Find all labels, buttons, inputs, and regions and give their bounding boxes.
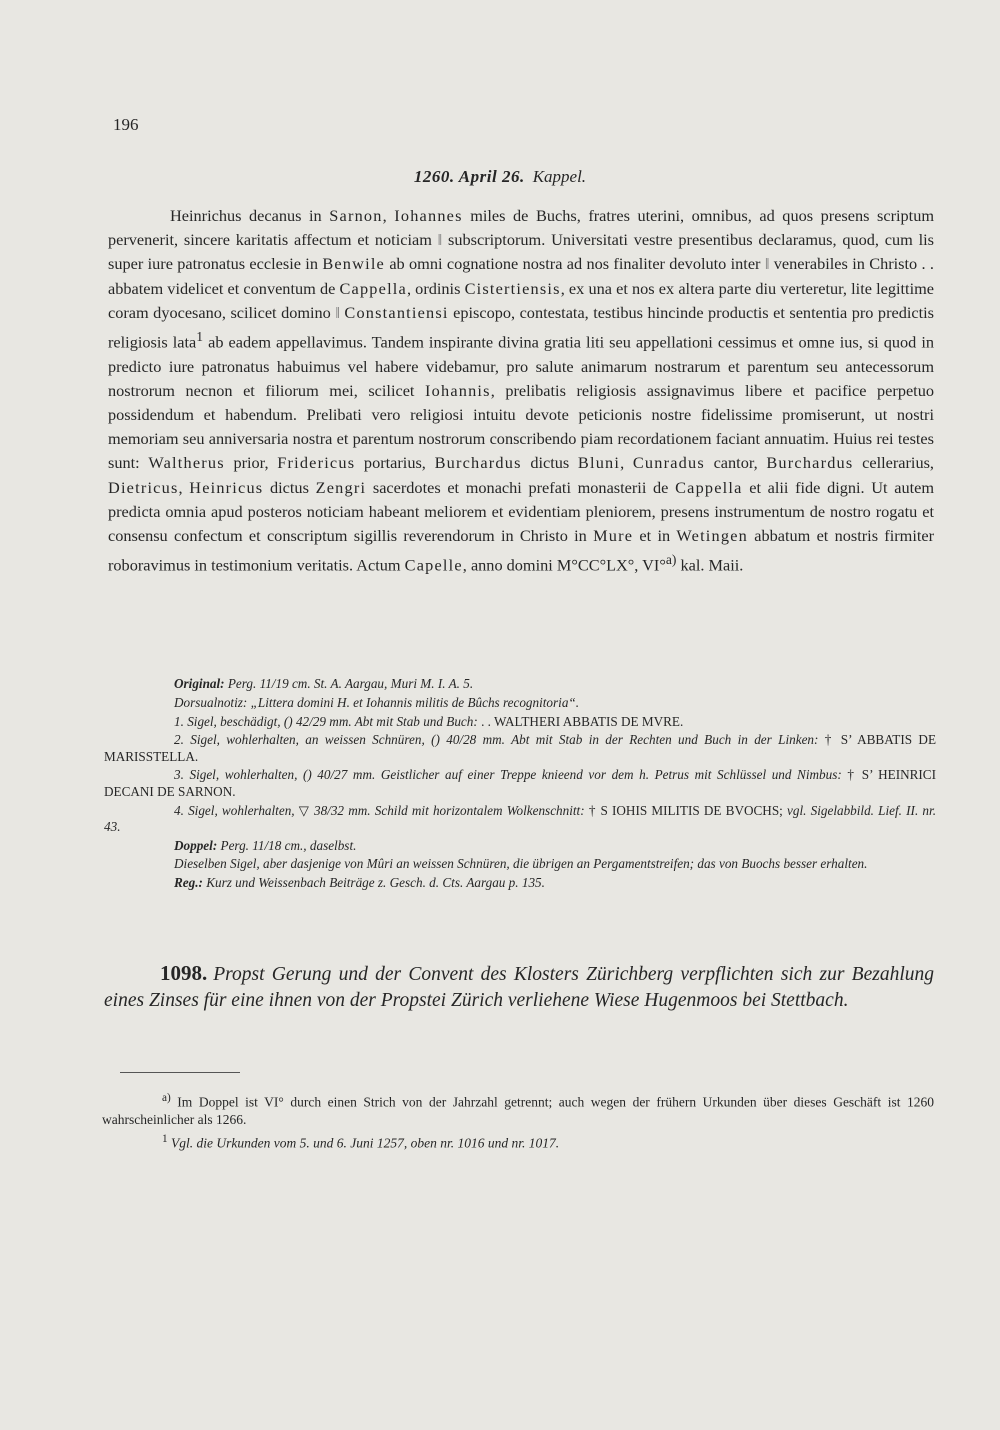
text-run: et in — [633, 526, 677, 546]
text-run: , — [382, 206, 395, 225]
note-label: Original: — [174, 676, 225, 691]
note-original — [104, 676, 936, 692]
text-run: miles de Buchs, fratres uterini, omnibus, ad quos presens scriptum pervenerit, sincere karitatis affectum et noticiam — [108, 206, 935, 250]
note-dorsual — [104, 695, 936, 711]
seal-legend: † S’ ABBATIS DE MARISSTELLA. — [104, 732, 936, 764]
footnote-mark: a) — [162, 1092, 171, 1104]
text-run: kal. Maii. — [676, 555, 744, 575]
text-run: cantor, — [704, 453, 767, 473]
spaced-name: Burchardus — [434, 453, 522, 473]
note-text: „Littera domini H. et Iohannis militis de Bûchs recognitoria“. — [247, 694, 580, 710]
spaced-name: Wetingen — [676, 526, 748, 546]
note-dieselben — [104, 856, 936, 872]
footnote-a — [102, 1090, 934, 1128]
text-run: et alii fide digni. Ut autem predicta omnia apud posteros noticiam habeant meliorem et evidentiam pleniorem, presens instrumentum de nostro rogatu et consensu confectum et conscriptum sigillis reverendorum in Christo in — [108, 477, 935, 546]
text-run: abbatum et nostris firmiter roboravimus in testimonium veritatis. Actum — [108, 526, 935, 575]
note-text: Perg. 11/19 cm. St. A. Aargau, Muri M. I. A. 5. — [224, 676, 474, 691]
seal-legend: † S IOHIS MILITIS DE BVOCHS; — [584, 802, 783, 818]
spaced-name: Cappella — [339, 278, 407, 298]
charter-paragraph — [108, 204, 934, 578]
spaced-name: Mure — [593, 526, 634, 546]
note-seal-4 — [104, 803, 936, 836]
editorial-notes — [104, 676, 936, 894]
note-regest — [104, 875, 936, 891]
document-summary: Propst Gerung und der Convent des Klosters Zürichberg verpflichten sich zur Bezahlung eines Zinses für eine ihnen von der Propstei Zürich verliehene Wiese Hugenmoos bei Stettbach. — [104, 964, 934, 1011]
text-run: , anno domini M°CC°LX°, VI° — [462, 555, 666, 575]
text-run: Heinrichus decanus in — [170, 206, 330, 225]
seal-description: 2. Sigel, wohlerhalten, an weissen Schnüren, () 40/28 mm. Abt mit Stab in der Rechten und Buch in der Linken: — [174, 732, 819, 748]
text-run: ab eadem appellavimus. Tandem inspirante divina gratia liti seu appellationi cessimus et omne ius, si quod in predicto iure patronatus habuimus vel habere videbamur, pro salute animarum nostrarum et parentum seu antecessorum nostrorum necnon et filiorum mei, scilicet — [108, 332, 935, 400]
text-run: subscriptorum. Universitati vestre presentibus declaramus, quod, cum lis super iure patronatus ecclesie in — [108, 230, 934, 274]
text-run: venerabiles in Christo . . abbatem videlicet et conventum de — [108, 254, 934, 298]
spaced-name: Bluni — [577, 453, 621, 473]
line-break-marker: ‖ — [335, 302, 340, 322]
seal-legend: † S’ HEINRICI DECANI DE SARNON. — [104, 767, 936, 799]
spaced-name: Dietricus — [108, 477, 179, 497]
seal-description: 3. Sigel, wohlerhalten, () 40/27 mm. Geistlicher auf einer Treppe knieend vor dem h. Petrus mit Schlüssel und Nimbus: — [174, 767, 842, 783]
text-run: prior, — [224, 453, 278, 473]
note-seal-2 — [104, 732, 936, 765]
footnote-rule — [120, 1072, 240, 1073]
spaced-name: Benwile — [322, 254, 385, 274]
spaced-name: Cunradus — [632, 453, 705, 473]
spaced-name: Cistertiensis — [464, 278, 561, 298]
footnotes — [102, 1090, 934, 1154]
spaced-name: Sarnon — [329, 206, 383, 225]
charter-date: 1260. April 26. — [413, 167, 525, 186]
text-run: sacerdotes et monachi prefati monasterii de — [366, 477, 676, 497]
text-run: dictus — [263, 477, 316, 497]
seal-reference: vgl. Sigelabbild. Lief. II. nr. 43. — [104, 802, 936, 834]
spaced-name: Burchardus — [766, 453, 854, 473]
note-label: Dorsualnotiz: — [174, 694, 248, 710]
text-run: , — [620, 453, 633, 473]
note-text: Dieselben Sigel, aber dasjenige von Mûri an weissen Schnüren, die übrigen an Pergamentstreifen; das von Buochs besser erhalten. — [174, 856, 868, 872]
text-run: , ordinis — [406, 278, 465, 298]
note-text: Kurz und Weissenbach Beiträge z. Gesch. d. Cts. Aargau p. 135. — [202, 875, 545, 891]
charter-heading — [0, 167, 1000, 187]
text-run: cellerarius, — [853, 453, 934, 473]
spaced-name: Heinricus — [189, 477, 264, 497]
spaced-name: Capelle — [404, 555, 463, 575]
spaced-name: Fridericus — [277, 453, 356, 473]
footnote-text: Im Doppel ist VI° durch einen Strich von der Jahrzahl getrennt; auch wegen der frühern Urkunden über dieses Geschäft ist 1260 wahrscheinlicher als 1266. — [102, 1094, 934, 1127]
page-number: 196 — [113, 115, 139, 134]
text-run: dictus — [521, 453, 578, 473]
spaced-name: Iohannis — [425, 380, 491, 400]
text-run: , prelibatis religiosis assignavimus libere et pacifice perpetuo possidendum et habendum. Prelibati vero religiosi intuitu devote peticionis nostre fidelissime promiserunt, ut nostri memoriam seu anniversaria nostra et parentum nostrorum conscribendo piam recordationem faciant annuatim. Huius rei testes sunt: — [108, 380, 934, 473]
seal-legend: . . WALTHERI ABBATIS DE MVRE. — [477, 713, 684, 729]
footnote-ref: 1 — [196, 329, 204, 345]
note-label: Reg.: — [174, 875, 203, 891]
charter-text — [108, 204, 934, 578]
footnote-1 — [102, 1131, 934, 1152]
note-seal-3 — [104, 767, 936, 800]
spaced-name: Zengri — [315, 477, 367, 497]
next-document-entry — [104, 960, 934, 1014]
spaced-name: Constantiensi — [344, 302, 449, 322]
note-doppel — [104, 838, 936, 854]
text-run: , — [178, 477, 190, 497]
spaced-name: Cappella — [675, 477, 743, 497]
charter-place: Kappel. — [532, 167, 587, 186]
spaced-name: Waltherus — [148, 453, 225, 473]
footnote-text: Vgl. die Urkunden vom 5. und 6. Juni 1257, oben nr. 1016 und nr. 1017. — [167, 1135, 560, 1150]
footnote-ref: a) — [665, 552, 677, 568]
text-run: , ex una et nos ex altera parte diu verteretur, lite legittime coram dyocesano, scilicet domino — [108, 278, 934, 322]
note-label: Doppel: — [174, 837, 218, 853]
footnote-mark: 1 — [162, 1132, 168, 1145]
note-seal-1 — [104, 714, 936, 730]
text-run: portarius, — [355, 453, 435, 473]
line-break-marker: ‖ — [437, 230, 443, 250]
spaced-name: Iohannes — [394, 206, 463, 225]
note-text: Perg. 11/18 cm., daselbst. — [217, 837, 357, 853]
document-number: 1098. — [160, 961, 208, 985]
text-run: ab omni cognatione nostra ad nos finaliter devoluto inter — [384, 254, 765, 274]
seal-description: 1. Sigel, beschädigt, () 42/29 mm. Abt mit Stab und Buch: — [174, 713, 478, 729]
text-run: episcopo, contestata, testibus hincinde productis et sententia pro predictis religiosis lata — [108, 302, 934, 352]
seal-description: 4. Sigel, wohlerhalten, ▽ 38/32 mm. Schild mit horizontalem Wolkenschnitt: — [174, 802, 585, 818]
line-break-marker: ‖ — [764, 254, 770, 274]
